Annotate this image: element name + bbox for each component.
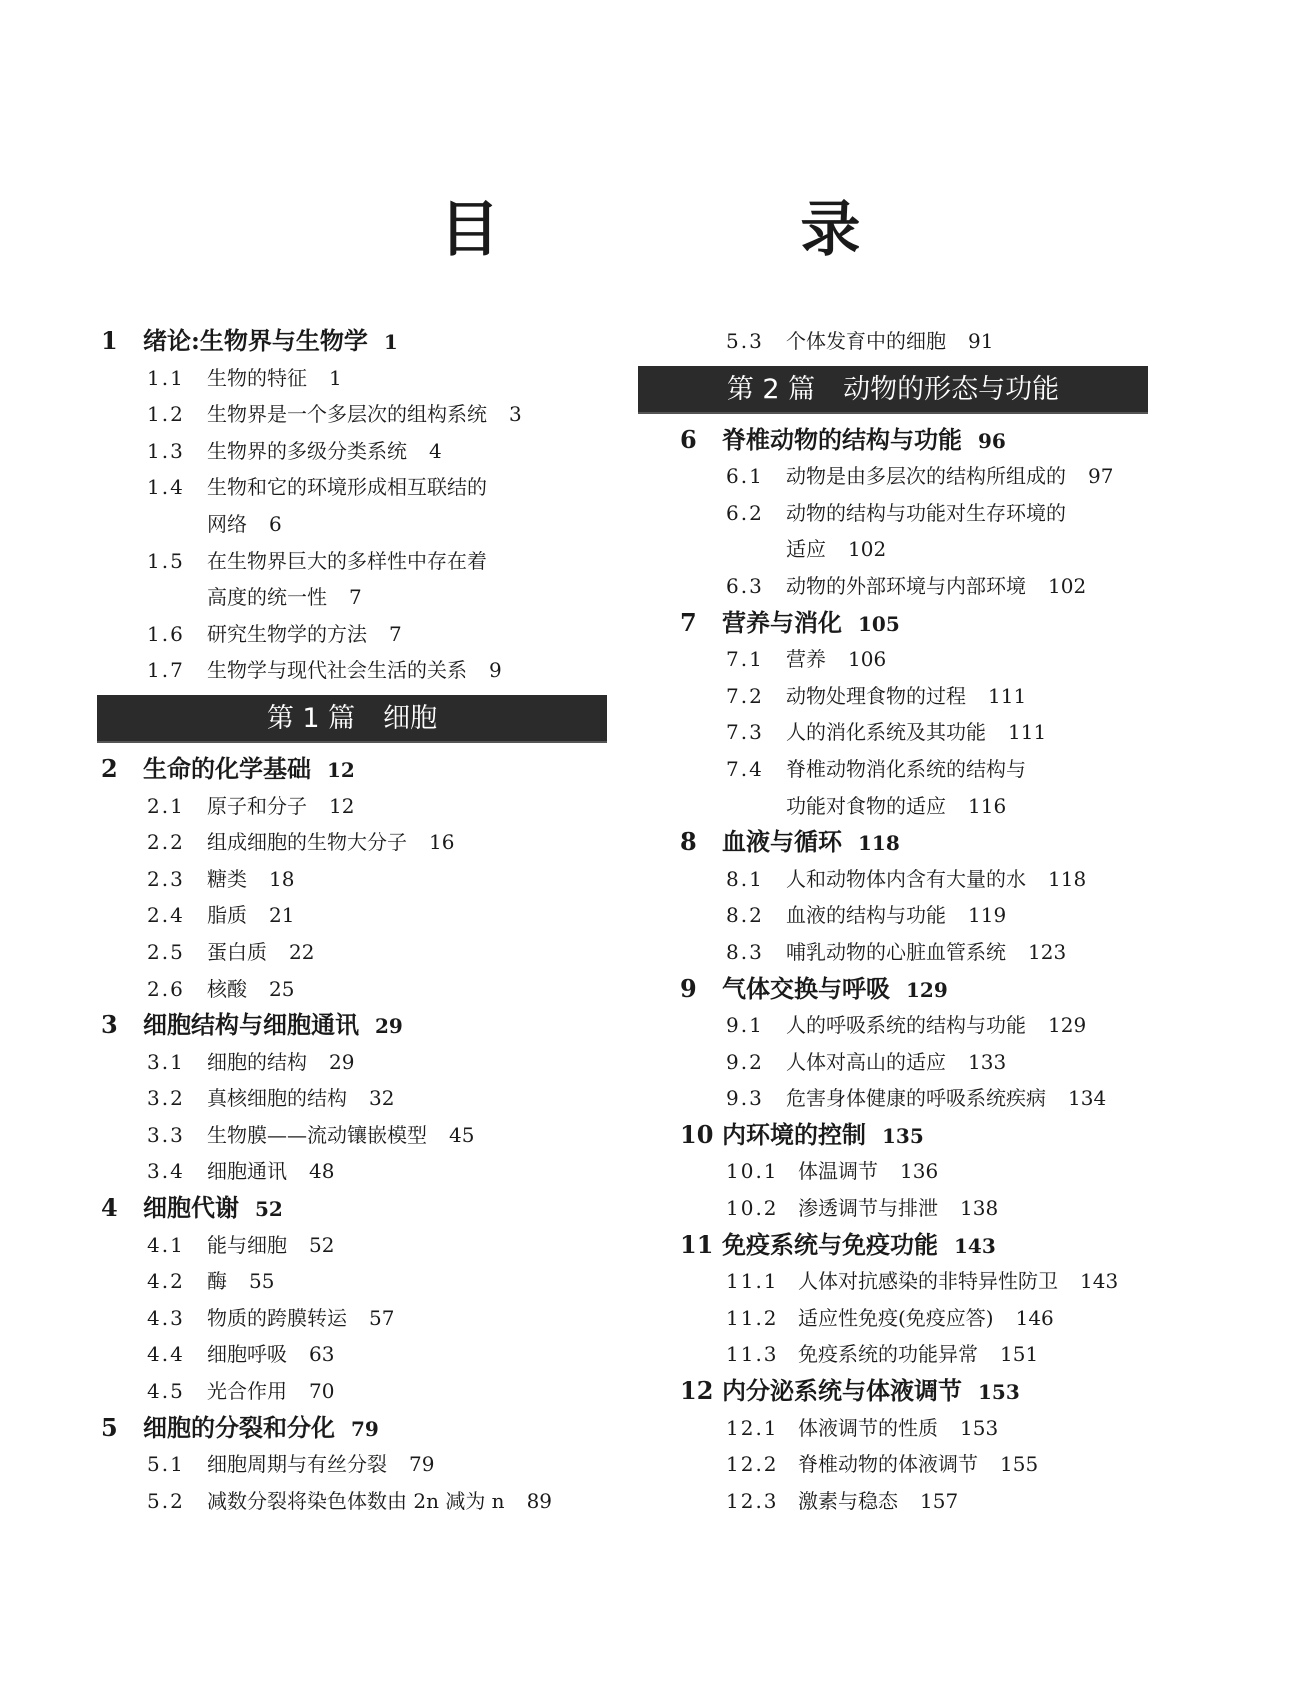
- section-title: 细胞呼吸: [207, 1342, 287, 1367]
- page-number: 138: [960, 1196, 999, 1221]
- part-label: 第 2 篇: [726, 373, 816, 405]
- section-number: 9.1: [726, 1013, 764, 1038]
- section-title: 细胞周期与有丝分裂: [207, 1452, 387, 1477]
- page-number: 123: [1028, 939, 1067, 964]
- part-title: 动物的形态与功能: [843, 373, 1060, 405]
- section-title: 动物是由多层次的结构所组成的: [786, 464, 1066, 489]
- section-number: 8.2: [726, 903, 764, 928]
- section-number: 5.3: [726, 329, 764, 353]
- section-title: 渗透调节与排泄: [798, 1196, 938, 1221]
- section-title: 脊椎动物消化系统的结构与: [786, 756, 1026, 781]
- section-title: 研究生物学的方法: [207, 621, 367, 646]
- section-title: 危害身体健康的呼吸系统疾病: [786, 1086, 1046, 1111]
- chapter-title: 血液与循环: [722, 827, 842, 857]
- chapter-number: 9: [680, 973, 697, 1003]
- page-number: 157: [920, 1488, 959, 1513]
- toc-section[interactable]: [101, 788, 651, 825]
- toc-section[interactable]: [101, 934, 651, 971]
- page-number: 22: [289, 939, 315, 964]
- section-number: 7.1: [726, 647, 764, 672]
- section-number: 6.2: [726, 500, 764, 525]
- section-number: 11.2: [726, 1305, 779, 1330]
- toc-section[interactable]: [680, 568, 1230, 605]
- chapter-title: 内环境的控制: [722, 1119, 866, 1149]
- chapter-number: 4: [101, 1193, 118, 1223]
- toc-section[interactable]: [680, 678, 1230, 715]
- page-title: 目 录: [439, 195, 1001, 265]
- toc-chapter[interactable]: [680, 971, 1230, 1008]
- chapter-number: 6: [680, 424, 697, 454]
- page-number: 136: [900, 1159, 939, 1184]
- page-number: 129: [1048, 1013, 1087, 1038]
- toc-section[interactable]: [101, 1446, 651, 1483]
- chapter-number: 2: [101, 753, 118, 783]
- toc-section[interactable]: [101, 824, 651, 861]
- section-title: 光合作用: [207, 1379, 287, 1404]
- page-number: 151: [1000, 1342, 1039, 1367]
- page-number: 146: [1015, 1305, 1054, 1330]
- chapter-title: 气体交换与呼吸: [722, 973, 890, 1003]
- section-number: 1.2: [147, 402, 185, 427]
- toc-section[interactable]: [680, 1263, 1230, 1300]
- page-number: 63: [309, 1342, 335, 1367]
- section-number: 10.1: [726, 1159, 779, 1184]
- toc-chapter[interactable]: [101, 1410, 651, 1447]
- toc-section[interactable]: [680, 323, 1230, 360]
- toc-chapter[interactable]: [101, 1190, 651, 1227]
- page-number: 79: [351, 1416, 379, 1441]
- toc-section[interactable]: [680, 1483, 1230, 1520]
- section-number: 2.3: [147, 866, 185, 891]
- toc-section[interactable]: [101, 1153, 651, 1190]
- page-number: 45: [449, 1122, 475, 1147]
- section-title: 营养: [786, 647, 826, 672]
- toc-section[interactable]: [101, 1373, 651, 1410]
- part-banner[interactable]: [97, 695, 607, 743]
- section-number: 4.3: [147, 1305, 185, 1330]
- section-number: 7.4: [726, 756, 764, 781]
- toc-section[interactable]: [680, 714, 1230, 751]
- section-title: 减数分裂将染色体数由 2n 减为 n: [207, 1488, 505, 1513]
- section-number: 7.3: [726, 720, 764, 745]
- section-title-cont: 高度的统一性: [207, 585, 327, 610]
- page-number: 16: [429, 830, 455, 855]
- chapter-number: 1: [101, 326, 118, 355]
- page-number: 9: [489, 658, 502, 683]
- section-title: 糖类: [207, 866, 247, 891]
- page-number: 12: [329, 793, 355, 818]
- section-number: 1.7: [147, 658, 185, 683]
- section-number: 1.4: [147, 475, 185, 500]
- page-number: 48: [309, 1159, 335, 1184]
- toc-chapter[interactable]: [680, 605, 1230, 642]
- section-number: 9.2: [726, 1049, 764, 1074]
- toc-section-continuation[interactable]: [101, 579, 651, 616]
- page-number: 102: [1048, 573, 1087, 598]
- toc-section[interactable]: [101, 543, 651, 580]
- section-title: 体液调节的性质: [798, 1415, 938, 1440]
- page-number: 119: [968, 903, 1007, 928]
- toc-section[interactable]: [101, 1044, 651, 1081]
- page-number: 133: [968, 1049, 1007, 1074]
- toc-section[interactable]: [101, 396, 651, 433]
- part-banner[interactable]: [638, 366, 1148, 414]
- toc-section[interactable]: [101, 897, 651, 934]
- section-title: 物质的跨膜转运: [207, 1305, 347, 1330]
- page-number: 52: [309, 1232, 335, 1257]
- toc-chapter[interactable]: [680, 1227, 1230, 1264]
- toc-section[interactable]: [101, 971, 651, 1008]
- section-title-cont: 适应: [786, 537, 826, 562]
- toc-section[interactable]: [680, 641, 1230, 678]
- toc-section[interactable]: [680, 458, 1230, 495]
- chapter-number: 3: [101, 1010, 118, 1040]
- toc-section[interactable]: [680, 934, 1230, 971]
- page-number: 52: [255, 1197, 283, 1222]
- section-title: 细胞通讯: [207, 1159, 287, 1184]
- page-number: 143: [1080, 1269, 1119, 1294]
- toc-section[interactable]: [680, 897, 1230, 934]
- page-number: 7: [349, 585, 362, 610]
- page-number: 57: [369, 1305, 395, 1330]
- page-number: 153: [978, 1380, 1020, 1405]
- chapter-title: 细胞的分裂和分化: [143, 1412, 335, 1442]
- section-title: 在生物界巨大的多样性中存在着: [207, 548, 487, 573]
- page-number: 6: [269, 511, 282, 536]
- section-title: 动物的结构与功能对生存环境的: [786, 500, 1066, 525]
- section-number: 2.4: [147, 903, 185, 928]
- section-number: 2.2: [147, 830, 185, 855]
- chapter-number: 8: [680, 827, 697, 857]
- section-title: 真核细胞的结构: [207, 1086, 347, 1111]
- toc-section[interactable]: [680, 1044, 1230, 1081]
- toc-section[interactable]: [101, 433, 651, 470]
- toc-section[interactable]: [680, 1336, 1230, 1373]
- section-title: 生物和它的环境形成相互联结的: [207, 475, 487, 500]
- section-title: 生物的特征: [207, 365, 307, 390]
- section-title: 血液的结构与功能: [786, 903, 946, 928]
- section-number: 6.1: [726, 464, 764, 489]
- toc-section[interactable]: [680, 861, 1230, 898]
- chapter-number: 7: [680, 607, 697, 637]
- toc-section[interactable]: [680, 751, 1230, 788]
- section-number: 12.3: [726, 1488, 779, 1513]
- section-number: 8.3: [726, 939, 764, 964]
- chapter-title: 绪论:生物界与生物学: [143, 326, 368, 355]
- page-number: 129: [906, 977, 948, 1002]
- page-number: 32: [369, 1086, 395, 1111]
- section-title: 人和动物体内含有大量的水: [786, 866, 1026, 891]
- page-number: 55: [249, 1269, 275, 1294]
- section-number: 2.6: [147, 976, 185, 1001]
- section-title: 适应性免疫(免疫应答): [798, 1305, 994, 1330]
- section-title: 原子和分子: [207, 793, 307, 818]
- toc-section[interactable]: [680, 1190, 1230, 1227]
- section-number: 1.3: [147, 438, 185, 463]
- section-number: 3.2: [147, 1086, 185, 1111]
- section-number: 7.2: [726, 683, 764, 708]
- toc-section[interactable]: [101, 1483, 651, 1520]
- section-number: 3.4: [147, 1159, 185, 1184]
- toc-section[interactable]: [680, 1300, 1230, 1337]
- toc-section[interactable]: [101, 1300, 651, 1337]
- section-title: 蛋白质: [207, 939, 267, 964]
- section-number: 1.6: [147, 621, 185, 646]
- toc-section[interactable]: [101, 469, 651, 506]
- chapter-title: 生命的化学基础: [143, 753, 311, 783]
- chapter-title: 脊椎动物的结构与功能: [722, 424, 962, 454]
- part-label: 第 1 篇: [266, 702, 356, 734]
- section-title: 激素与稳态: [798, 1488, 898, 1513]
- section-title: 人的消化系统及其功能: [786, 720, 986, 745]
- page-number: 12: [327, 757, 355, 782]
- section-number: 3.1: [147, 1049, 185, 1074]
- toc-section[interactable]: [101, 1080, 651, 1117]
- page-number: 1: [383, 330, 398, 354]
- section-title: 核酸: [207, 976, 247, 1001]
- chapter-number: 5: [101, 1412, 118, 1442]
- page-number: 105: [858, 611, 900, 636]
- toc-section[interactable]: [680, 1410, 1230, 1447]
- page-number: 89: [526, 1488, 553, 1513]
- section-number: 2.5: [147, 939, 185, 964]
- page-number: 96: [978, 428, 1006, 453]
- toc-section[interactable]: [680, 1080, 1230, 1117]
- section-number: 1.1: [147, 365, 185, 390]
- page-number: 29: [375, 1014, 403, 1039]
- toc-section[interactable]: [680, 495, 1230, 532]
- section-title: 生物界是一个多层次的组构系统: [207, 402, 487, 427]
- page-number: 3: [509, 402, 522, 427]
- page-number: 143: [954, 1233, 996, 1258]
- page-number: 102: [848, 537, 887, 562]
- toc-chapter[interactable]: [680, 824, 1230, 861]
- page-number: 25: [269, 976, 295, 1001]
- section-title: 生物界的多级分类系统: [207, 438, 407, 463]
- page-number: 118: [1048, 866, 1087, 891]
- section-number: 3.3: [147, 1122, 185, 1147]
- section-number: 6.3: [726, 573, 764, 598]
- page-number: 91: [968, 329, 994, 353]
- section-number: 12.2: [726, 1452, 779, 1477]
- section-title: 细胞的结构: [207, 1049, 307, 1074]
- page-number: 111: [1008, 720, 1047, 745]
- section-number: 2.1: [147, 793, 185, 818]
- section-title: 动物的外部环境与内部环境: [786, 573, 1026, 598]
- section-title: 脊椎动物的体液调节: [798, 1452, 978, 1477]
- section-number: 12.1: [726, 1415, 779, 1440]
- toc-left-column: [101, 323, 651, 1519]
- section-number: 10.2: [726, 1196, 779, 1221]
- page-number: 1: [329, 365, 342, 390]
- section-number: 4.4: [147, 1342, 185, 1367]
- section-number: 4.1: [147, 1232, 185, 1257]
- page-number: 134: [1068, 1086, 1107, 1111]
- toc-chapter[interactable]: [101, 1007, 651, 1044]
- section-number: 5.1: [147, 1452, 185, 1477]
- toc-section[interactable]: [101, 861, 651, 898]
- section-number: 8.1: [726, 866, 764, 891]
- section-number: 1.5: [147, 548, 185, 573]
- toc-section-continuation[interactable]: [101, 506, 651, 543]
- page-number: 7: [389, 621, 402, 646]
- section-title: 人体对高山的适应: [786, 1049, 946, 1074]
- page-number: 29: [329, 1049, 355, 1074]
- toc-section[interactable]: [101, 652, 651, 689]
- section-title: 能与细胞: [207, 1232, 287, 1257]
- toc-section[interactable]: [101, 616, 651, 653]
- page-number: 97: [1088, 464, 1114, 489]
- toc-section[interactable]: [680, 1153, 1230, 1190]
- toc-section[interactable]: [101, 1117, 651, 1154]
- toc-section[interactable]: [101, 1336, 651, 1373]
- section-number: 4.5: [147, 1379, 185, 1404]
- section-number: 4.2: [147, 1269, 185, 1294]
- page-number: 153: [960, 1415, 999, 1440]
- section-title: 个体发育中的细胞: [786, 329, 946, 353]
- section-number: 11.3: [726, 1342, 779, 1367]
- toc-section[interactable]: [101, 1227, 651, 1264]
- section-title: 脂质: [207, 903, 247, 928]
- section-title: 酶: [207, 1269, 227, 1294]
- section-title: 人体对抗感染的非特异性防卫: [798, 1269, 1058, 1294]
- section-title: 人的呼吸系统的结构与功能: [786, 1013, 1026, 1038]
- section-title: 哺乳动物的心脏血管系统: [786, 939, 1006, 964]
- page-number: 116: [968, 793, 1007, 818]
- page-number: 70: [309, 1379, 335, 1404]
- page-number: 111: [988, 683, 1027, 708]
- section-title: 免疫系统的功能异常: [798, 1342, 978, 1367]
- chapter-title: 内分泌系统与体液调节: [722, 1376, 962, 1406]
- section-title: 组成细胞的生物大分子: [207, 830, 407, 855]
- chapter-number: 12: [680, 1376, 714, 1406]
- toc-right-column: [680, 323, 1230, 1519]
- toc-chapter[interactable]: [680, 1373, 1230, 1410]
- page-number: 155: [1000, 1452, 1039, 1477]
- toc-section-continuation[interactable]: [680, 788, 1230, 825]
- section-number: 11.1: [726, 1269, 779, 1294]
- section-title-cont: 网络: [207, 511, 247, 536]
- page-number: 118: [858, 831, 900, 856]
- toc-chapter[interactable]: [101, 751, 651, 788]
- toc-section[interactable]: [101, 360, 651, 397]
- chapter-title: 细胞代谢: [143, 1193, 239, 1223]
- section-title: 生物膜——流动镶嵌模型: [207, 1122, 427, 1147]
- toc-chapter[interactable]: [680, 422, 1230, 459]
- page-number: 21: [269, 903, 295, 928]
- page-number: 106: [848, 647, 887, 672]
- page-number: 79: [409, 1452, 435, 1477]
- section-title: 体温调节: [798, 1159, 878, 1184]
- chapter-title: 营养与消化: [722, 607, 842, 637]
- section-number: 9.3: [726, 1086, 764, 1111]
- page-number: 135: [882, 1123, 924, 1148]
- section-title-cont: 功能对食物的适应: [786, 793, 946, 818]
- toc-section[interactable]: [101, 1263, 651, 1300]
- chapter-title: 细胞结构与细胞通讯: [143, 1010, 359, 1040]
- toc-chapter[interactable]: [680, 1117, 1230, 1154]
- toc-section-continuation[interactable]: [680, 531, 1230, 568]
- section-title: 生物学与现代社会生活的关系: [207, 658, 467, 683]
- toc-chapter[interactable]: [101, 323, 651, 360]
- chapter-number: 11: [680, 1229, 714, 1259]
- part-title: 细胞: [383, 702, 438, 734]
- toc-section[interactable]: [680, 1007, 1230, 1044]
- page-number: 18: [269, 866, 295, 891]
- chapter-title: 免疫系统与免疫功能: [722, 1229, 938, 1259]
- section-title: 动物处理食物的过程: [786, 683, 966, 708]
- section-number: 5.2: [147, 1488, 185, 1513]
- chapter-number: 10: [680, 1119, 714, 1149]
- page-number: 4: [429, 438, 442, 463]
- toc-section[interactable]: [680, 1446, 1230, 1483]
